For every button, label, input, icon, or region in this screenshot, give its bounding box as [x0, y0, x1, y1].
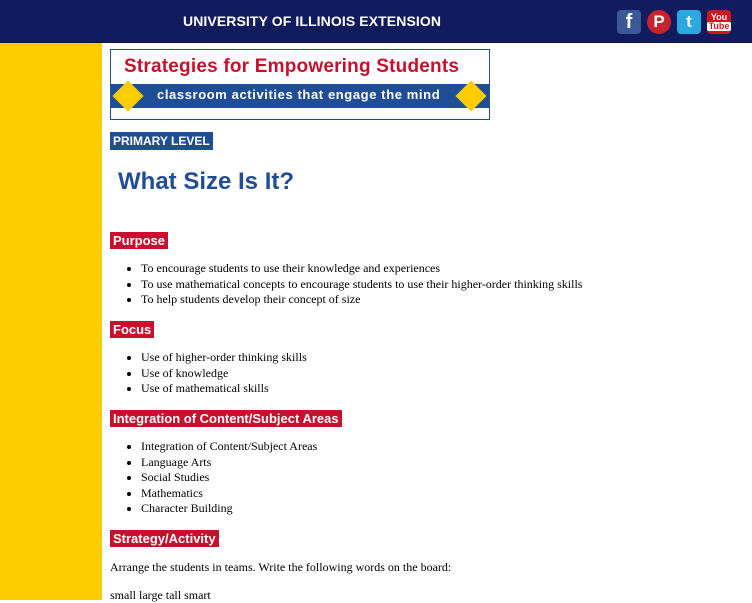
- level-badge: PRIMARY LEVEL: [110, 132, 213, 150]
- purpose-list: [141, 261, 582, 308]
- top-header-bar: [0, 0, 752, 43]
- list-item: • Use of higher-order thinking skills: [141, 350, 307, 366]
- purpose-heading: Purpose: [110, 232, 168, 249]
- list-item: • Language Arts: [141, 455, 317, 471]
- program-banner: [110, 49, 490, 120]
- strategy-instructions: Arrange the students in teams. Write the following words on the board:: [110, 560, 452, 574]
- list-item: • Use of knowledge: [141, 366, 307, 382]
- youtube-glyph-top: You: [710, 12, 728, 22]
- focus-list: [141, 350, 307, 397]
- integration-heading: Integration of Content/Subject Areas: [110, 410, 342, 427]
- list-item: • Use of mathematical skills: [141, 381, 307, 397]
- facebook-icon[interactable]: [617, 10, 641, 34]
- pinterest-glyph: P: [653, 12, 665, 31]
- left-sidebar-stripe: [0, 43, 102, 600]
- list-item: • Social Studies: [141, 470, 317, 486]
- twitter-glyph: t: [686, 12, 692, 31]
- site-title[interactable]: UNIVERSITY OF ILLINOIS EXTENSION: [183, 13, 442, 29]
- list-item: • To encourage students to use their knowledge and experiences: [141, 261, 582, 277]
- pinterest-icon[interactable]: [647, 10, 671, 34]
- twitter-icon[interactable]: [677, 10, 701, 34]
- list-item: • Integration of Content/Subject Areas: [141, 439, 317, 455]
- list-item: • Character Building: [141, 501, 317, 517]
- page-title: What Size Is It?: [118, 168, 295, 195]
- list-item: • To help students develop their concept of size: [141, 292, 582, 308]
- banner-title: Strategies for Empowering Students: [124, 56, 460, 77]
- banner-subtitle: classroom activities that engage the mind: [157, 87, 441, 102]
- list-item: • To use mathematical concepts to encourage students to use their higher-order thinking skills: [141, 277, 582, 293]
- focus-heading: Focus: [110, 321, 154, 338]
- youtube-glyph-bottom: Tube: [708, 21, 730, 31]
- strategy-heading: Strategy/Activity: [110, 530, 219, 547]
- facebook-glyph: f: [625, 10, 633, 33]
- list-item: • Mathematics: [141, 486, 317, 502]
- youtube-icon[interactable]: [707, 10, 731, 34]
- integration-list: [141, 439, 317, 517]
- strategy-word-list: small large tall smart: [110, 588, 211, 602]
